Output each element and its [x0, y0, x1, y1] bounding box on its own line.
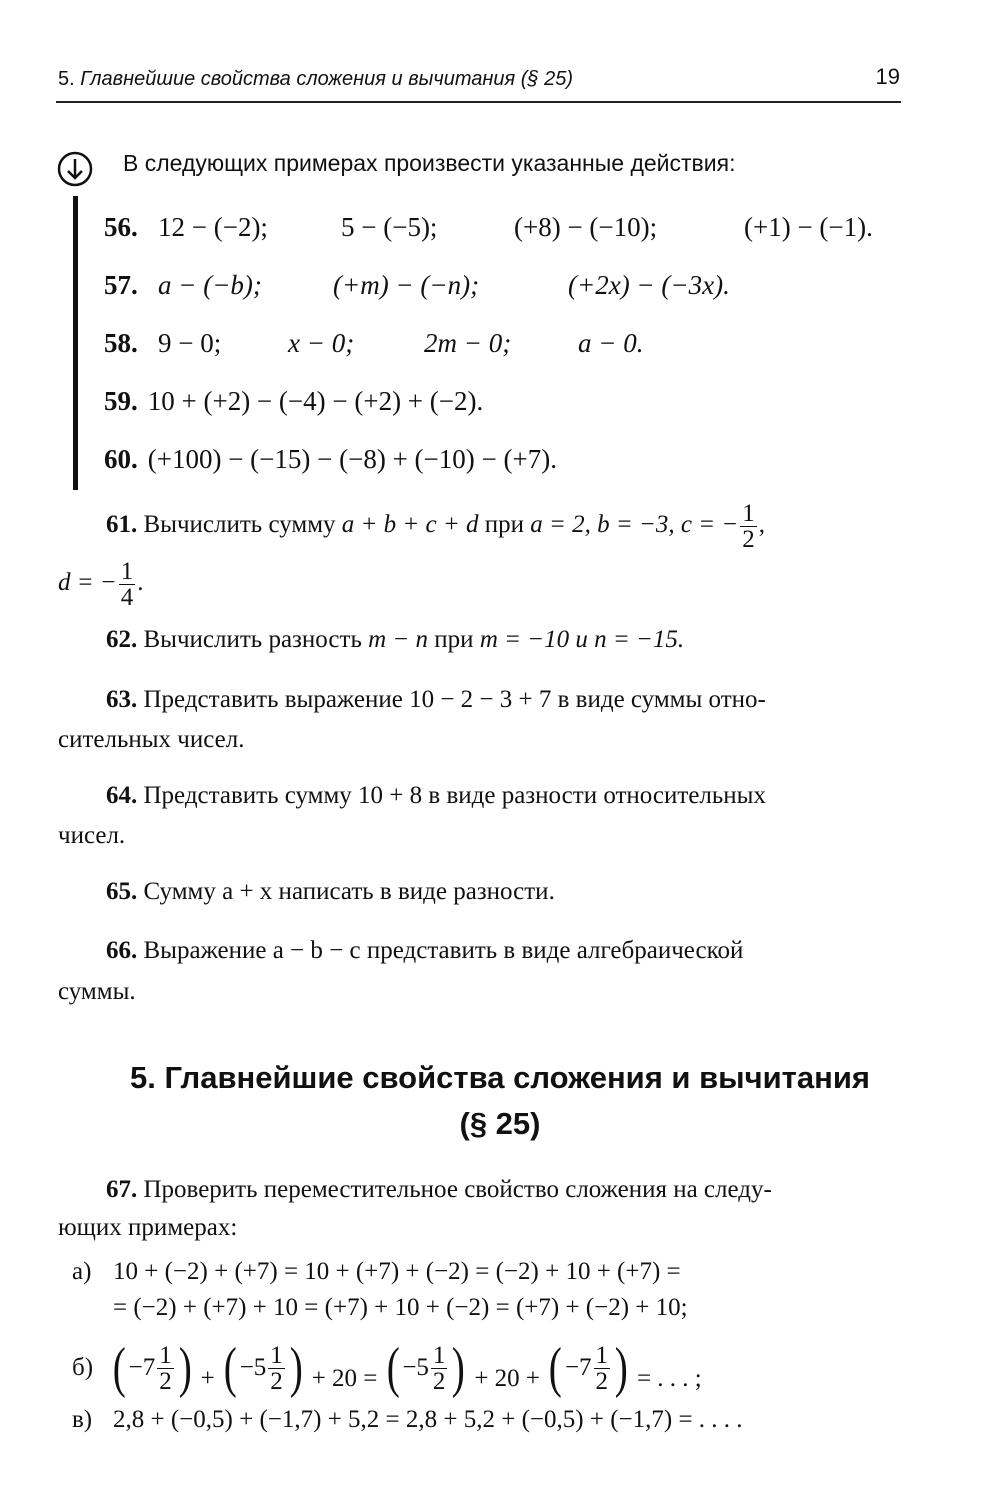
- problem-number: 56.: [104, 212, 138, 242]
- item-b-expr: ( −7 $\frac{1}{2}$ ) + ( −5 $\frac{1}{2}$ ) + 20 = ( −5 $\frac{1}{2}$ ) + 20 + ( −7 $\frac{1}{2}$ ) = . . . ;: [110, 1330, 702, 1417]
- problem-63: 63. Представить выражение 10 − 2 − 3 + 7 в виде суммы отно-: [106, 686, 766, 713]
- item-c-label: в): [72, 1406, 93, 1433]
- problem-57-a: a − (−b);: [158, 270, 262, 300]
- problem-number: 57.: [104, 270, 138, 300]
- running-header: [58, 68, 573, 91]
- problem-58-b: x − 0;: [288, 328, 355, 358]
- problem-58-c: 2m − 0;: [424, 328, 512, 358]
- problem-61: 61. Вычислить сумму a + b + c + d при a = 2, b = −3, c = − $\frac{1}{2}$ ,: [106, 499, 765, 553]
- problem-number: 60.: [104, 444, 138, 474]
- item-b-label: б): [72, 1354, 94, 1381]
- problem-59: [104, 386, 483, 417]
- item-a-line2: = (−2) + (+7) + 10 = (+7) + 10 + (−2) = (+7) + (−2) + 10;: [113, 1294, 688, 1321]
- problem-56: [104, 212, 148, 243]
- problem-67-cont: ющих примерах:: [58, 1214, 238, 1241]
- item-a-label: а): [72, 1258, 92, 1285]
- header-divider: [56, 101, 901, 103]
- problem-59-expr: 10 + (+2) − (−4) − (+2) + (−2).: [147, 386, 484, 416]
- problem-number: 63.: [106, 686, 138, 713]
- problem-61-expr: a + b + c + d: [341, 511, 479, 538]
- problem-60-expr: (+100) − (−15) − (−8) + (−10) − (+7).: [147, 444, 557, 474]
- problem-57: [104, 270, 148, 301]
- problem-number: 61.: [106, 511, 138, 538]
- problem-number: 62.: [106, 626, 138, 653]
- problem-group-bar: [73, 196, 78, 490]
- problem-56-a: 12 − (−2);: [158, 212, 268, 242]
- item-a-line1: 10 + (−2) + (+7) = 10 + (+7) + (−2) = (−2) + 10 + (+7) =: [113, 1258, 681, 1285]
- fraction: $\frac{1}{4}$: [120, 557, 134, 611]
- chapter-number: 5.: [58, 68, 75, 90]
- problem-56-d: (+1) − (−1).: [744, 212, 873, 242]
- problem-60: [104, 444, 557, 475]
- problem-56-c: (+8) − (−10);: [514, 212, 658, 242]
- intro-text: В следующих примерах произвести указанные действия:: [123, 150, 736, 176]
- problem-62: 62. Вычислить разность m − n при m = −10 и n = −15.: [106, 626, 685, 653]
- section-title: 5. Главнейшие свойства сложения и вычитания: [130, 1060, 870, 1095]
- problem-57-c: (+2x) − (−3x).: [568, 270, 730, 300]
- problem-57-b: (+m) − (−n);: [333, 270, 480, 300]
- problem-number: 65.: [106, 878, 138, 905]
- page-number: 19: [875, 64, 900, 89]
- problem-number: 58.: [104, 328, 138, 358]
- problem-number: 67.: [106, 1176, 138, 1203]
- problem-66: 66. Выражение a − b − c представить в виде алгебраической: [106, 937, 744, 964]
- mixed-number: ( −5 $\frac{1}{2}$ ): [386, 1337, 466, 1399]
- problem-number: 59.: [104, 386, 138, 416]
- section-title-sub: (§ 25): [459, 1106, 541, 1141]
- problem-64: 64. Представить сумму 10 + 8 в виде разности относительных: [106, 782, 766, 809]
- item-c-line: 2,8 + (−0,5) + (−1,7) + 5,2 = 2,8 + 5,2 + (−0,5) + (−1,7) = . . . .: [113, 1406, 743, 1433]
- problem-61-cont: d = − $\frac{1}{4}$ .: [58, 557, 144, 611]
- mixed-number: ( −7 $\frac{1}{2}$ ): [549, 1337, 628, 1399]
- problem-66-cont: суммы.: [58, 978, 136, 1005]
- problem-63-cont: сительных чисел.: [58, 726, 245, 753]
- problem-58-a: 9 − 0;: [158, 328, 222, 358]
- problem-67: 67. Проверить переместительное свойство сложения на следу-: [106, 1176, 772, 1203]
- mixed-number: ( −7 $\frac{1}{2}$ ): [112, 1337, 192, 1399]
- problem-number: 64.: [106, 782, 138, 809]
- problem-64-cont: чисел.: [58, 822, 126, 849]
- mixed-number: ( −5 $\frac{1}{2}$ ): [223, 1337, 303, 1399]
- problem-61-text: Вычислить сумму: [143, 511, 336, 538]
- problem-58-d: a − 0.: [578, 328, 644, 358]
- problem-58: [104, 328, 148, 359]
- problem-65: 65. Сумму a + x написать в виде разности.: [106, 878, 555, 905]
- down-arrow-circle-icon: [57, 151, 93, 187]
- fraction: $\frac{1}{2}$: [742, 499, 755, 553]
- problem-number: 66.: [106, 937, 138, 964]
- chapter-title: Главнейшие свойства сложения и вычитания (§ 25): [80, 68, 574, 90]
- problem-56-b: 5 − (−5);: [341, 212, 438, 242]
- problem-61-text2: при: [484, 511, 525, 538]
- problem-61-cond: a = 2, b = −3, c = −: [530, 511, 739, 538]
